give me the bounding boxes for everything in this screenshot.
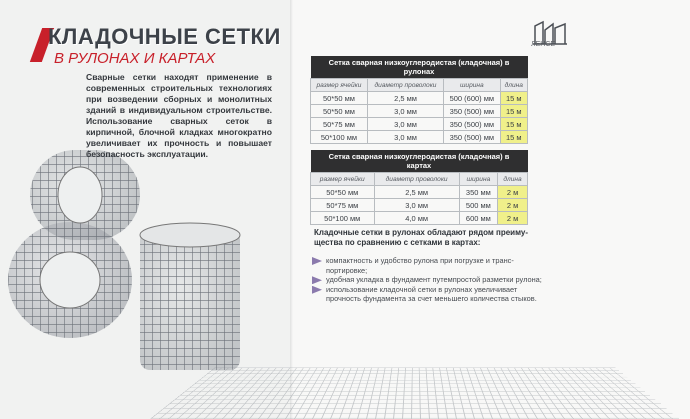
table-cell: 350 (500) мм [444, 105, 500, 118]
rolls-table-block [310, 56, 528, 144]
column-header: ширина [459, 173, 497, 186]
list-item: удобная укладка в фундамент путемпростой разметки рулона; [318, 275, 548, 285]
table-cell: 2,5 мм [374, 186, 459, 199]
intro-text: Сварные сетки находят применение в современных строительных технологиях при возведении сборных и монолитных зданий в индивидуальном строительстве. Использование сварных сеток в кирпичной, блочной кладках многократно увеличивает их прочность и повышает безопасность эксплуатации. [86, 72, 272, 159]
table-row [311, 118, 528, 131]
table-cell: 4,0 мм [374, 212, 459, 225]
rolls-table-title: Сетка сварная низкоуглеродистая (кладочная) в рулонах [311, 56, 528, 79]
table-cell: 3,0 мм [374, 199, 459, 212]
table-cell: 50*75 мм [311, 199, 375, 212]
company-logo-text: ЛЕНСЕ [531, 41, 556, 48]
table-row [311, 131, 528, 144]
table-cell: 15 м [500, 131, 527, 144]
column-header: размер ячейки [311, 173, 375, 186]
column-header: длина [498, 173, 528, 186]
advantages-title: Кладочные сетки в рулонах обладают рядом преиму-щества по сравнению с сетками в картах: [314, 228, 529, 247]
table-cell: 2 м [498, 199, 528, 212]
table-cell: 2 м [498, 186, 528, 199]
table-cell: 350 (500) мм [444, 118, 500, 131]
table-cell: 600 мм [459, 212, 497, 225]
cards-table-block [310, 150, 528, 225]
page-title: КЛАДОЧНЫЕ СЕТКИ [48, 24, 281, 49]
table-row [311, 186, 528, 199]
column-header: ширина [444, 79, 500, 92]
table-cell: 2 м [498, 212, 528, 225]
column-header: длина [500, 79, 527, 92]
table-cell: 3,0 мм [367, 105, 443, 118]
table-cell: 50*100 мм [311, 212, 375, 225]
cards-table-title: Сетка сварная низкоуглеродистая (кладочная) в картах [311, 150, 528, 173]
column-header: диаметр проволоки [367, 79, 443, 92]
table-cell: 350 (500) мм [444, 131, 500, 144]
rolls-table [310, 56, 528, 144]
cards-table-header-row [311, 173, 528, 186]
table-cell: 50*75 мм [311, 118, 368, 131]
table-cell: 500 (600) мм [444, 92, 500, 105]
column-header: размер ячейки [311, 79, 368, 92]
table-row [311, 92, 528, 105]
page-subtitle: В РУЛОНАХ И КАРТАХ [54, 50, 216, 67]
cards-table [310, 150, 528, 225]
table-cell: 15 м [500, 105, 527, 118]
table-row [311, 199, 528, 212]
rolls-table-header-row [311, 79, 528, 92]
list-item: использование кладочной сетки в рулонах увеличивает прочность фундамента за счет меньшего количества стыков. [318, 285, 548, 304]
table-cell: 15 м [500, 92, 527, 105]
table-cell: 3,0 мм [367, 131, 443, 144]
table-row [311, 105, 528, 118]
table-cell: 2,5 мм [367, 92, 443, 105]
list-item: компактность и удобство рулона при погрузке и транс-портировке; [318, 256, 548, 275]
column-header: диаметр проволоки [374, 173, 459, 186]
table-cell: 50*50 мм [311, 92, 368, 105]
table-cell: 500 мм [459, 199, 497, 212]
table-cell: 50*50 мм [311, 186, 375, 199]
table-cell: 3,0 мм [367, 118, 443, 131]
table-cell: 50*100 мм [311, 131, 368, 144]
table-cell: 350 мм [459, 186, 497, 199]
table-row [311, 212, 528, 225]
table-cell: 15 м [500, 118, 527, 131]
mesh-rolls-illustration [0, 140, 300, 419]
table-cell: 50*50 мм [311, 105, 368, 118]
advantages-list [318, 256, 548, 304]
